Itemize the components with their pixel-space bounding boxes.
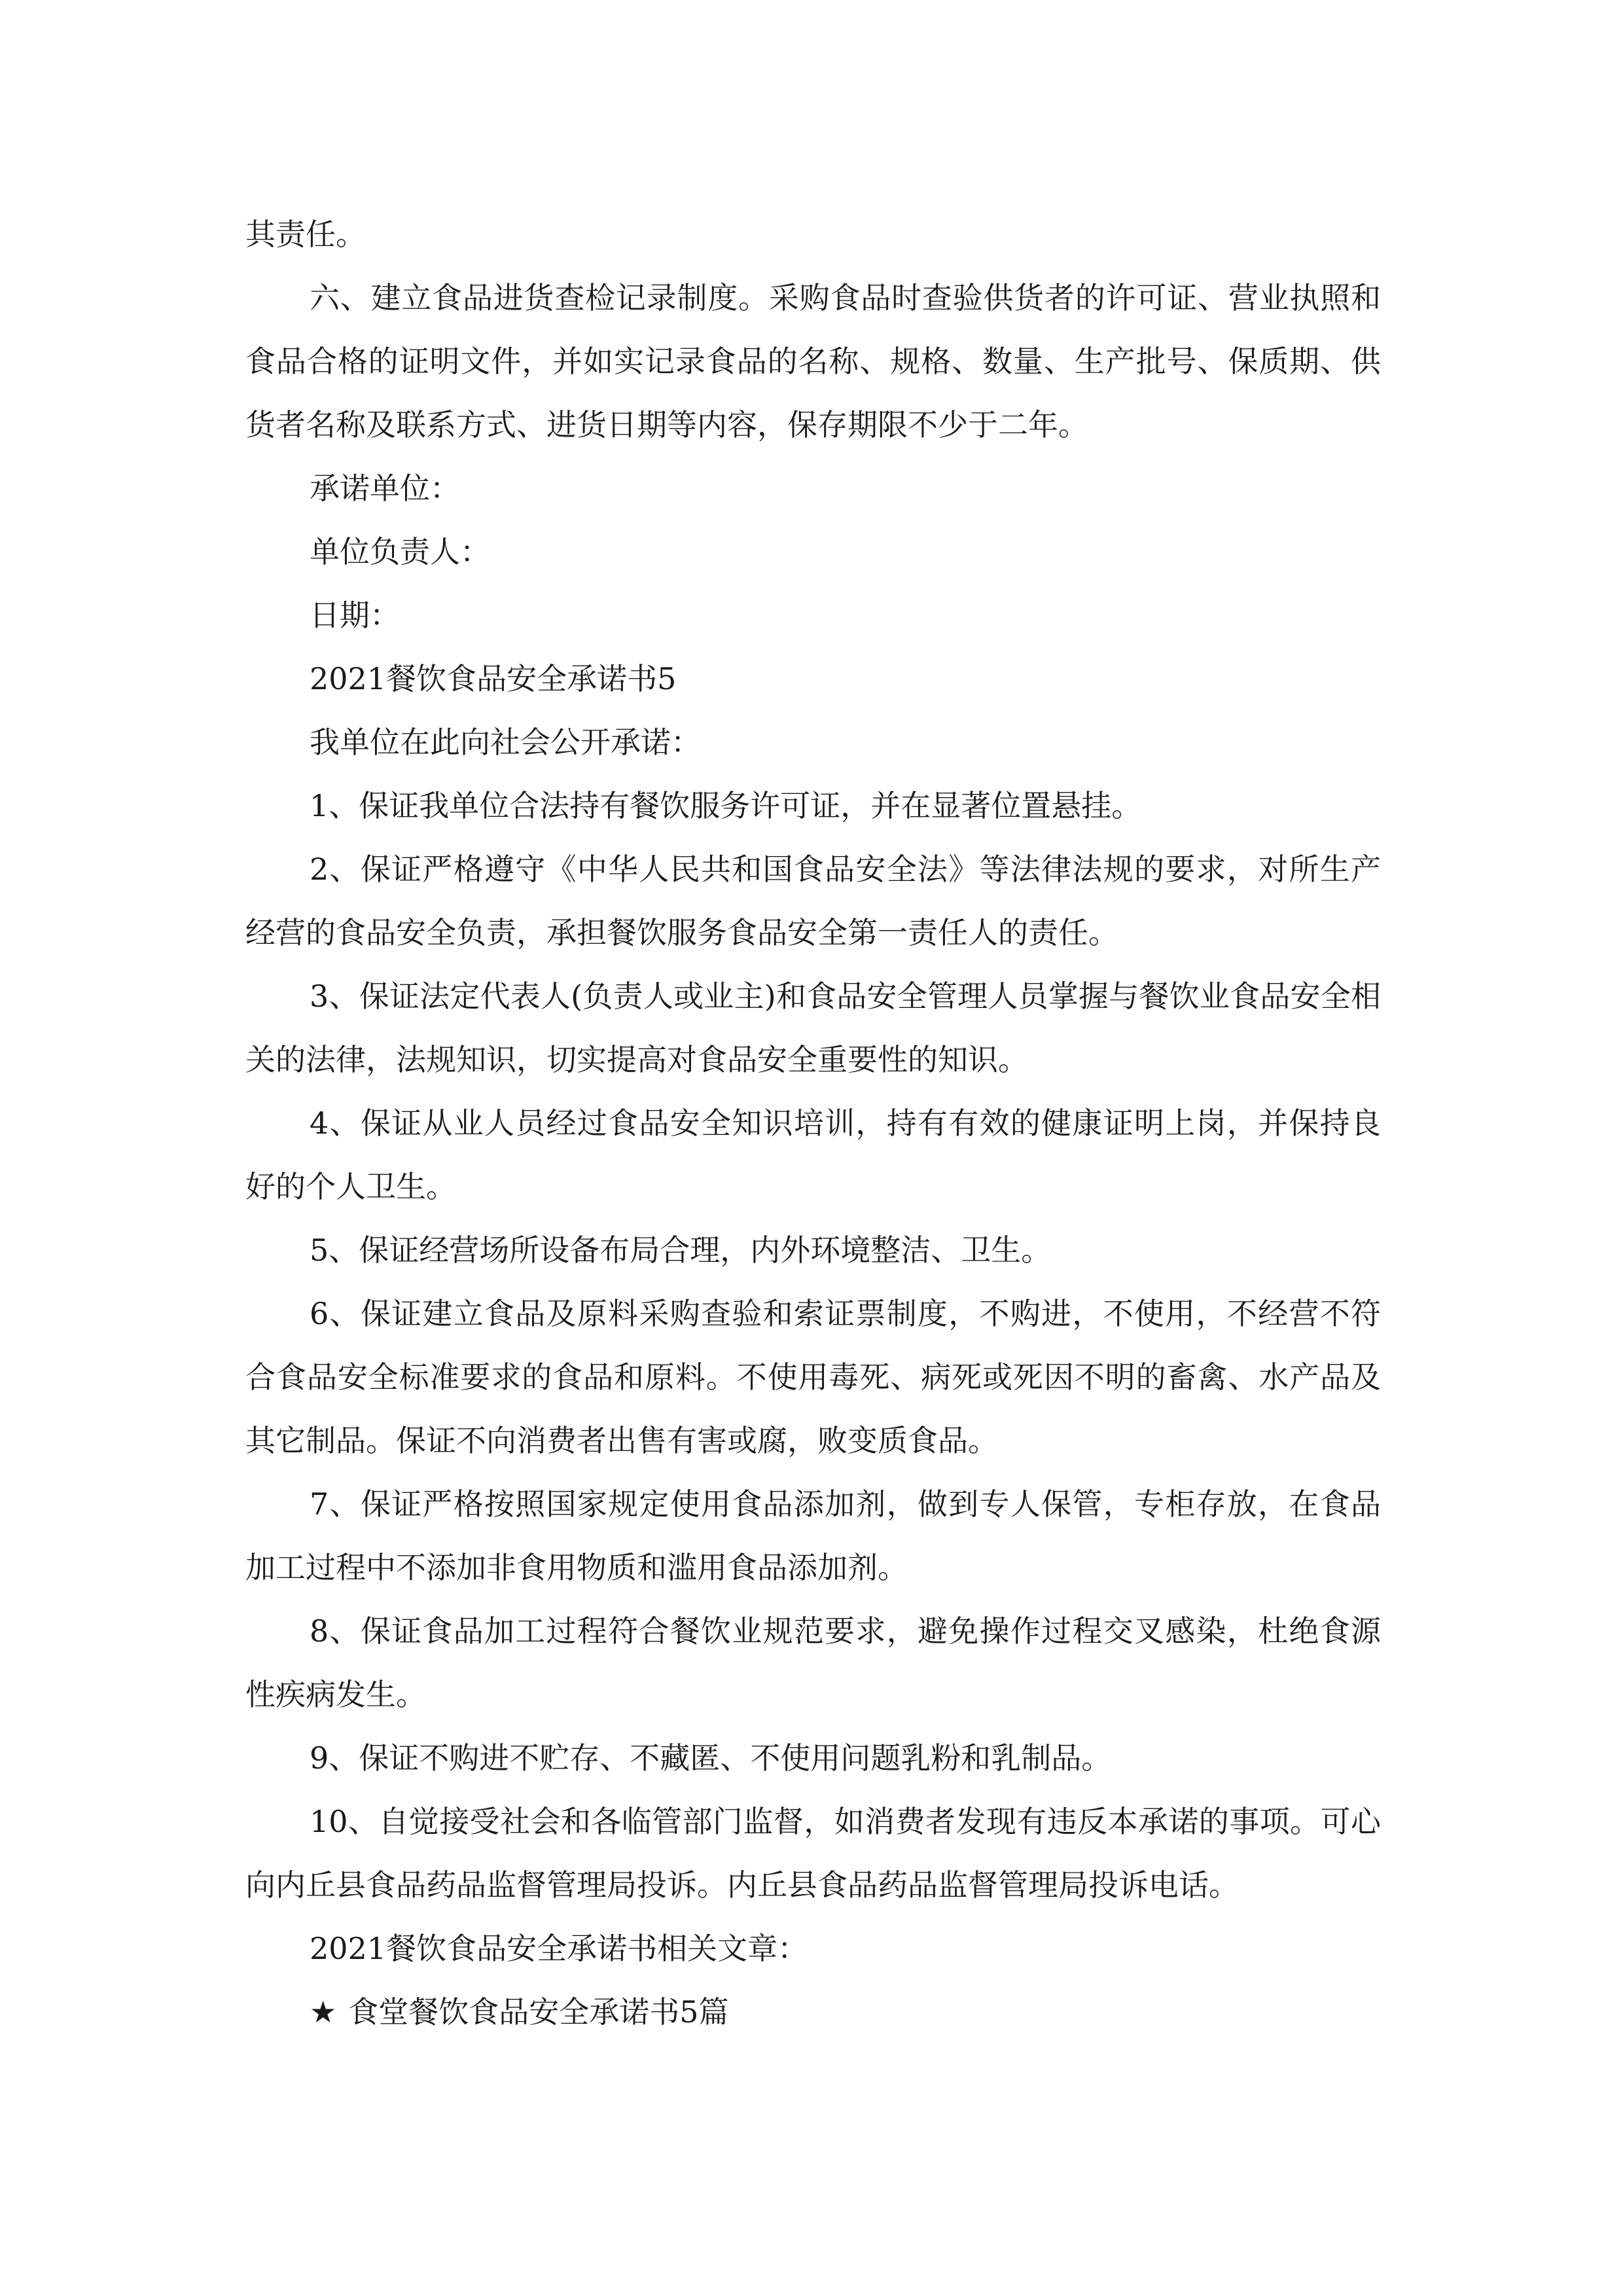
- intro-text: 我单位在此向社会公开承诺：: [310, 725, 701, 760]
- section-title: 2021餐饮食品安全承诺书5: [310, 661, 677, 696]
- clause-six: 六、建立食品进货查检记录制度。采购食品时查验供货者的许可证、营业执照和食品合格的证明文件，并如实记录食品的名称、规格、数量、生产批号、保质期、供货者名称及联系方式、进货日期等内容，保存期限不少于二年。: [245, 280, 1381, 442]
- commitment-item-10: 10、自觉接受社会和各临管部门监督，如消费者发现有违反本承诺的事项。可心向内丘县食品药品监督管理局投诉。内丘县食品药品监督管理局投诉电话。: [245, 1804, 1381, 1903]
- commitment-item-7: 7、保证严格按照国家规定使用食品添加剂，做到专人保管，专柜存放，在食品加工过程中不添加非食用物质和滥用食品添加剂。: [245, 1486, 1381, 1585]
- continuation-text: 其责任。: [245, 217, 366, 252]
- signoff-unit: 承诺单位：: [310, 471, 460, 506]
- star-icon: ★: [310, 1994, 337, 2030]
- commitment-item-1: 1、保证我单位合法持有餐饮服务许可证，并在显著位置悬挂。: [310, 788, 1142, 823]
- signoff-date: 日期：: [310, 598, 400, 633]
- related-article-link[interactable]: 食堂餐饮食品安全承诺书5篇: [348, 1994, 729, 2030]
- commitment-item-9: 9、保证不购进不贮存、不藏匿、不使用问题乳粉和乳制品。: [310, 1740, 1112, 1776]
- document-page: [245, 203, 1381, 2044]
- commitment-item-3: 3、保证法定代表人(负责人或业主)和食品安全管理人员掌握与餐饮业食品安全相关的法律，法规知识，切实提高对食品安全重要性的知识。: [245, 978, 1381, 1077]
- signoff-responsible: 单位负责人：: [310, 534, 490, 569]
- commitment-item-8: 8、保证食品加工过程符合餐饮业规范要求，避免操作过程交叉感染，杜绝食源性疾病发生。: [245, 1613, 1381, 1712]
- related-heading: 2021餐饮食品安全承诺书相关文章：: [310, 1931, 808, 1966]
- commitment-item-2: 2、保证严格遵守《中华人民共和国食品安全法》等法律法规的要求，对所生产经营的食品安全负责，承担餐饮服务食品安全第一责任人的责任。: [245, 852, 1381, 950]
- commitment-item-4: 4、保证从业人员经过食品安全知识培训，持有有效的健康证明上岗，并保持良好的个人卫生。: [245, 1105, 1381, 1204]
- related-article[interactable]: [245, 1981, 1381, 2044]
- commitment-item-5: 5、保证经营场所设备布局合理，内外环境整洁、卫生。: [310, 1232, 1052, 1268]
- commitment-item-6: 6、保证建立食品及原料采购查验和索证票制度，不购进，不使用，不经营不符合食品安全标准要求的食品和原料。不使用毒死、病死或死因不明的畜禽、水产品及其它制品。保证不向消费者出售有害或腐，败变质食品。: [245, 1296, 1381, 1458]
